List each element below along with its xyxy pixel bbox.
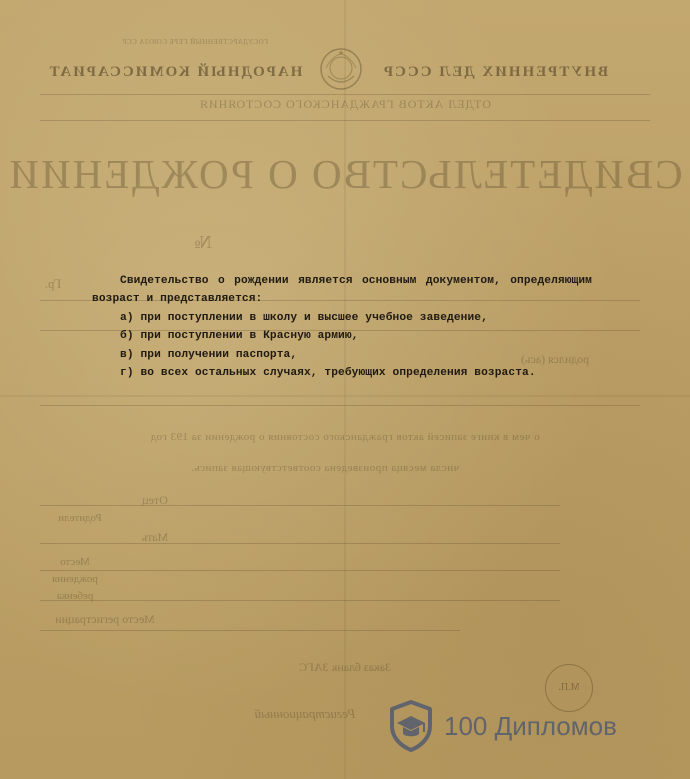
header-rule [40,94,650,95]
notice-block [92,272,592,382]
certificate-title: СВИДЕТЕЛЬСТВО О РОЖДЕНИИ [7,151,683,197]
form-line [40,600,560,601]
birthplace-label-1: Место [60,556,90,568]
notice-item: а) при поступлении в школу и высшее учебное заведение, [120,311,488,324]
notice-item: в) при получении паспорта, [120,348,298,361]
form-line [40,505,560,506]
notice-item: б) при поступлении в Красную армию, [120,330,359,343]
registrar-label: Регистрационный [254,706,356,721]
form-line [40,570,560,571]
registry-line: о чем в книге записей актов гражданского состояния о рождении за 193 год [150,431,540,443]
header-small-text: ГОСУДАРСТВЕННЫЙ ГЕРБ СОЮЗА ССР [122,38,269,46]
day-line: числа месяца произведена соответствующая запись. [190,462,460,474]
mother-label: Мать [141,530,169,544]
birthplace-label-3: ребенка [56,590,94,602]
parents-label: Родители [58,512,102,524]
number-mark: № [194,232,212,252]
form-line [40,405,640,406]
birthplace-label-2: рождения [52,573,98,585]
watermark [388,700,617,752]
notice-item: г) во всех остальных случаях, требующих определения возраста. [120,367,536,380]
graduation-cap-shield-icon [388,700,434,752]
registration-place-label: Место регистрации [55,612,155,626]
form-line [40,630,460,631]
department-text: ОТДЕЛ АКТОВ ГРАЖДАНСКОГО СОСТОЯНИЯ [198,97,492,111]
order-note: Заказ бланк ЗАГС [299,660,391,674]
born-label: родился (ась) [520,352,590,366]
citizen-mark: Гр. [44,276,62,291]
header-left-text: НАРОДНЫЙ КОМИССАРИАТ [47,64,303,80]
notice-intro: Свидетельство о рождении является основным документом, определяющим возраст и представляется: [92,275,592,306]
form-line [40,543,560,544]
father-label: Отец [142,493,168,507]
stamp-place: М.П. [545,664,593,712]
header-right-text: ВНУТРЕННИХ ДЕЛ СССР [381,64,609,80]
header-rule [40,120,650,121]
watermark-text: 100 Дипломов [444,710,617,741]
